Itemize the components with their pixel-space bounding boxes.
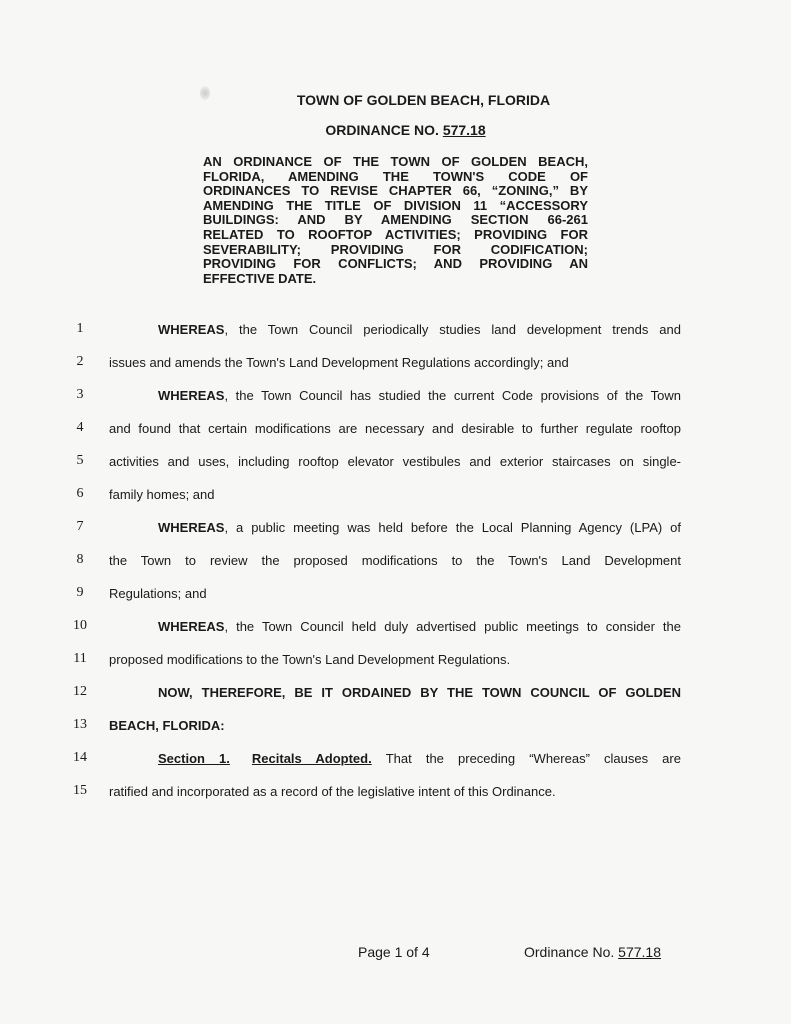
section-heading: Recitals Adopted.: [251, 751, 372, 766]
body-line-5: [0, 453, 791, 473]
ordinance-prefix: ORDINANCE NO.: [325, 122, 439, 138]
line-number: 12: [73, 684, 87, 699]
body-line-3: [0, 387, 791, 407]
line-text: proposed modifications to the Town's Land Development Regulations.: [109, 652, 511, 667]
whereas-lead: WHEREAS: [158, 388, 225, 403]
body-line-13: [0, 717, 791, 737]
body-line-15: [0, 783, 791, 803]
caption-line: BUILDINGS: AND BY AMENDING SECTION 66-261: [203, 212, 588, 228]
line-number: 10: [73, 618, 87, 633]
line-text-rest: That the preceding “Whereas” clauses are: [385, 751, 681, 766]
line-text-rest: , the Town Council has studied the current Code provisions of the Town: [224, 388, 681, 403]
section-number: Section 1.: [158, 751, 230, 766]
line-number: 4: [76, 420, 84, 435]
body-line-4: [0, 420, 791, 440]
caption-line: PROVIDING FOR CONFLICTS; AND PROVIDING AN: [203, 256, 588, 272]
caption-line: AN ORDINANCE OF THE TOWN OF GOLDEN BEACH,: [203, 154, 588, 169]
line-number: 9: [76, 585, 84, 600]
body-line-12: [0, 684, 791, 704]
body-line-1: [0, 321, 791, 341]
footer-ordinance: [524, 944, 661, 960]
line-number: 1: [76, 321, 84, 336]
line-text: [158, 619, 681, 634]
body-line-6: [0, 486, 791, 506]
line-text-rest: , a public meeting was held before the Local Planning Agency (LPA) of: [224, 520, 681, 535]
line-text: Regulations; and: [109, 586, 207, 601]
town-title: TOWN OF GOLDEN BEACH, FLORIDA: [296, 92, 551, 108]
line-number: 3: [76, 387, 84, 402]
body-line-9: [0, 585, 791, 605]
body-line-8: [0, 552, 791, 572]
line-number: 7: [76, 519, 84, 534]
line-text-rest: , the Town Council periodically studies land development trends and: [224, 322, 681, 337]
line-number: 2: [76, 354, 84, 369]
body-line-7: [0, 519, 791, 539]
body-line-10: [0, 618, 791, 638]
ordinance-title: [10, 122, 791, 138]
caption-line: EFFECTIVE DATE.: [203, 270, 317, 286]
line-number: 11: [73, 651, 87, 666]
whereas-lead: WHEREAS: [158, 520, 225, 535]
line-text: and found that certain modifications are necessary and desirable to further regulate rooftop: [109, 421, 681, 436]
line-number: 14: [73, 750, 87, 765]
body-line-11: [0, 651, 791, 671]
ordinance-number: 577.18: [442, 122, 486, 138]
line-text: [158, 751, 681, 766]
line-text: BEACH, FLORIDA:: [109, 718, 225, 733]
body-line-2: [0, 354, 791, 374]
line-text: activities and uses, including rooftop elevator vestibules and exterior staircases on single-: [109, 454, 681, 469]
line-number: 8: [76, 552, 84, 567]
caption-line: AMENDING THE TITLE OF DIVISION 11 “ACCESSORY: [203, 197, 588, 213]
line-text: [158, 388, 681, 403]
whereas-lead: WHEREAS: [158, 619, 225, 634]
line-text-rest: , the Town Council held duly advertised public meetings to consider the: [224, 619, 681, 634]
line-number: 15: [73, 783, 87, 798]
footer-page-number: Page 1 of 4: [358, 944, 430, 960]
caption-line: RELATED TO ROOFTOP ACTIVITIES; PROVIDING FOR: [203, 226, 588, 242]
line-text: [158, 520, 681, 535]
line-number: 5: [76, 453, 84, 468]
body-line-14: [0, 750, 791, 770]
line-text: ratified and incorporated as a record of the legislative intent of this Ordinance.: [109, 784, 556, 799]
caption-line: SEVERABILITY; PROVIDING FOR CODIFICATION;: [203, 241, 588, 257]
caption-line: FLORIDA, AMENDING THE TOWN'S CODE OF: [203, 168, 588, 184]
line-text: issues and amends the Town's Land Development Regulations accordingly; and: [109, 355, 569, 370]
line-text: NOW, THEREFORE, BE IT ORDAINED BY THE TOWN COUNCIL OF GOLDEN: [158, 685, 681, 700]
line-text: the Town to review the proposed modifications to the Town's Land Development: [109, 553, 681, 568]
caption-line: ORDINANCES TO REVISE CHAPTER 66, “ZONING,” BY: [203, 183, 588, 199]
line-text: family homes; and: [109, 487, 215, 502]
ordinance-caption: [203, 155, 588, 286]
line-text: [158, 322, 681, 337]
footer-ordinance-label: Ordinance No.: [524, 944, 615, 960]
whereas-lead: WHEREAS: [158, 322, 225, 337]
line-number: 6: [76, 486, 84, 501]
footer-ordinance-number: 577.18: [618, 944, 661, 960]
line-number: 13: [73, 717, 87, 732]
